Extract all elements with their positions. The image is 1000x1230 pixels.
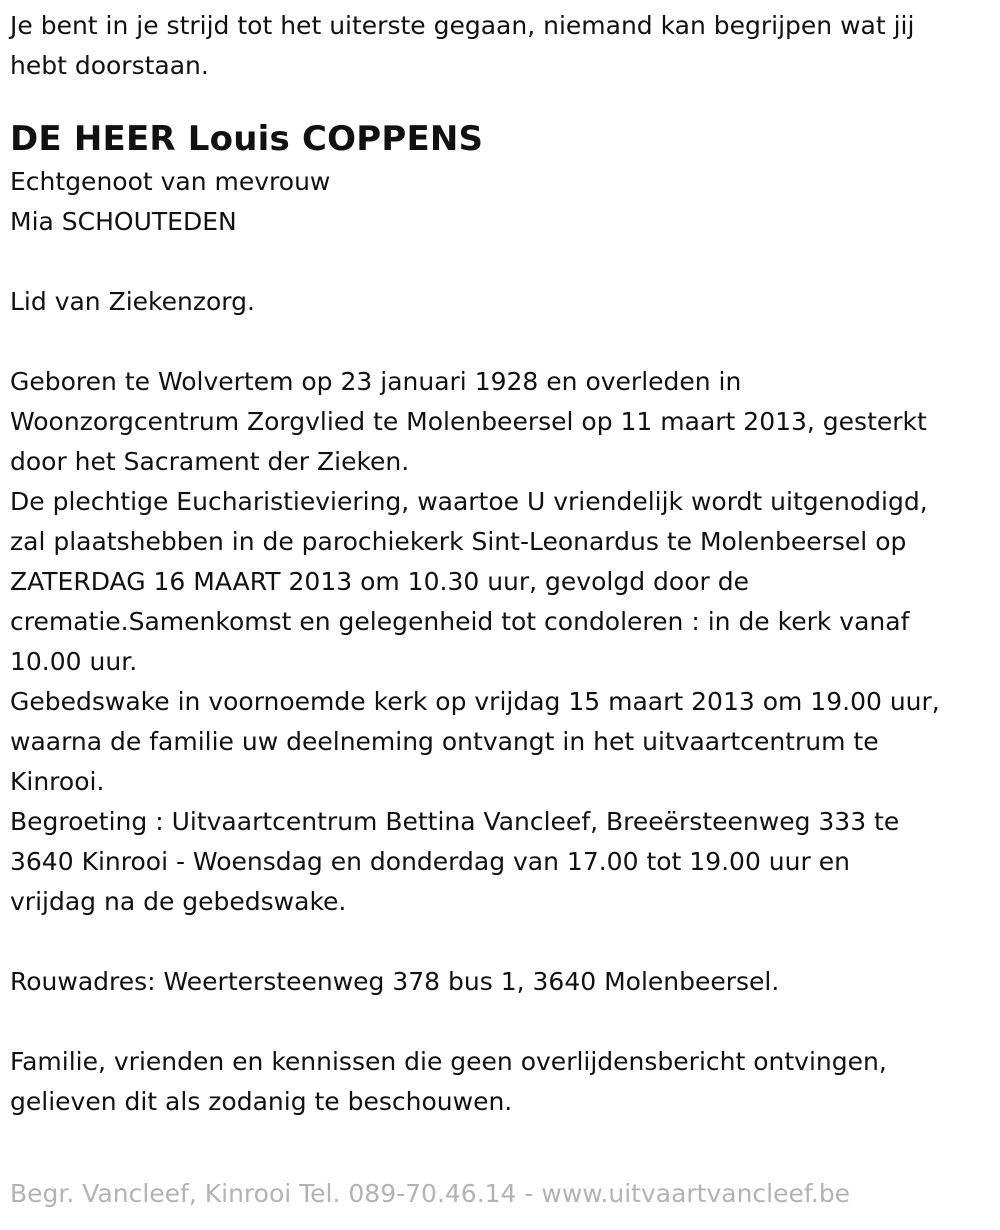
spouse-line: Mia SCHOUTEDEN [10,207,237,236]
body-line: crematie.Samenkomst en gelegenheid tot condoleren : in de kerk vanaf [10,607,910,636]
body-line: 10.00 uur. [10,647,138,676]
body-line: Gebedswake in voornoemde kerk op vrijdag 15 maart 2013 om 19.00 uur, [10,687,940,716]
intro-line: hebt doorstaan. [10,51,209,80]
body-line: Begroeting : Uitvaartcentrum Bettina Vancleef, Breeërsteenweg 333 te [10,807,900,836]
body-line: Woonzorgcentrum Zorgvlied te Molenbeersel op 11 maart 2013, gesterkt [10,407,927,436]
body-line: zal plaatshebben in de parochiekerk Sint-Leonardus te Molenbeersel op [10,527,907,556]
closing-line: gelieven dit als zodanig te beschouwen. [10,1087,513,1116]
body-line: waarna de familie uw deelneming ontvangt in het uitvaartcentrum te [10,727,879,756]
spouse-line: Echtgenoot van mevrouw [10,167,331,196]
body-text [10,362,995,922]
spouse-info [10,162,995,242]
spacer [10,922,995,962]
body-line: De plechtige Eucharistieviering, waartoe U vriendelijk wordt uitgenodigd, [10,487,928,516]
body-line: Kinrooi. [10,767,105,796]
body-line: vrijdag na de gebedswake. [10,887,347,916]
obituary-notice [10,6,995,1122]
spacer [10,242,995,282]
closing-line: Familie, vrienden en kennissen die geen overlijdensbericht ontvingen, [10,1047,887,1076]
body-line: ZATERDAG 16 MAART 2013 om 10.30 uur, gevolgd door de [10,567,749,596]
funeral-home-footer: Begr. Vancleef, Kinrooi Tel. 089-70.46.14 - www.uitvaartvancleef.be [10,1179,851,1208]
closing-note [10,1042,995,1122]
body-line: Geboren te Wolvertem op 23 januari 1928 en overleden in [10,367,742,396]
spacer [10,1002,995,1042]
body-line: door het Sacrament der Zieken. [10,447,410,476]
intro-quote [10,6,995,86]
membership: Lid van Ziekenzorg. [10,287,255,316]
deceased-name: DE HEER Louis COPPENS [10,119,484,159]
spacer [10,322,995,362]
intro-line: Je bent in je strijd tot het uiterste gegaan, niemand kan begrijpen wat jij [10,11,915,40]
mourning-address: Rouwadres: Weertersteenweg 378 bus 1, 3640 Molenbeersel. [10,967,780,996]
body-line: 3640 Kinrooi - Woensdag en donderdag van 17.00 tot 19.00 uur en [10,847,850,876]
